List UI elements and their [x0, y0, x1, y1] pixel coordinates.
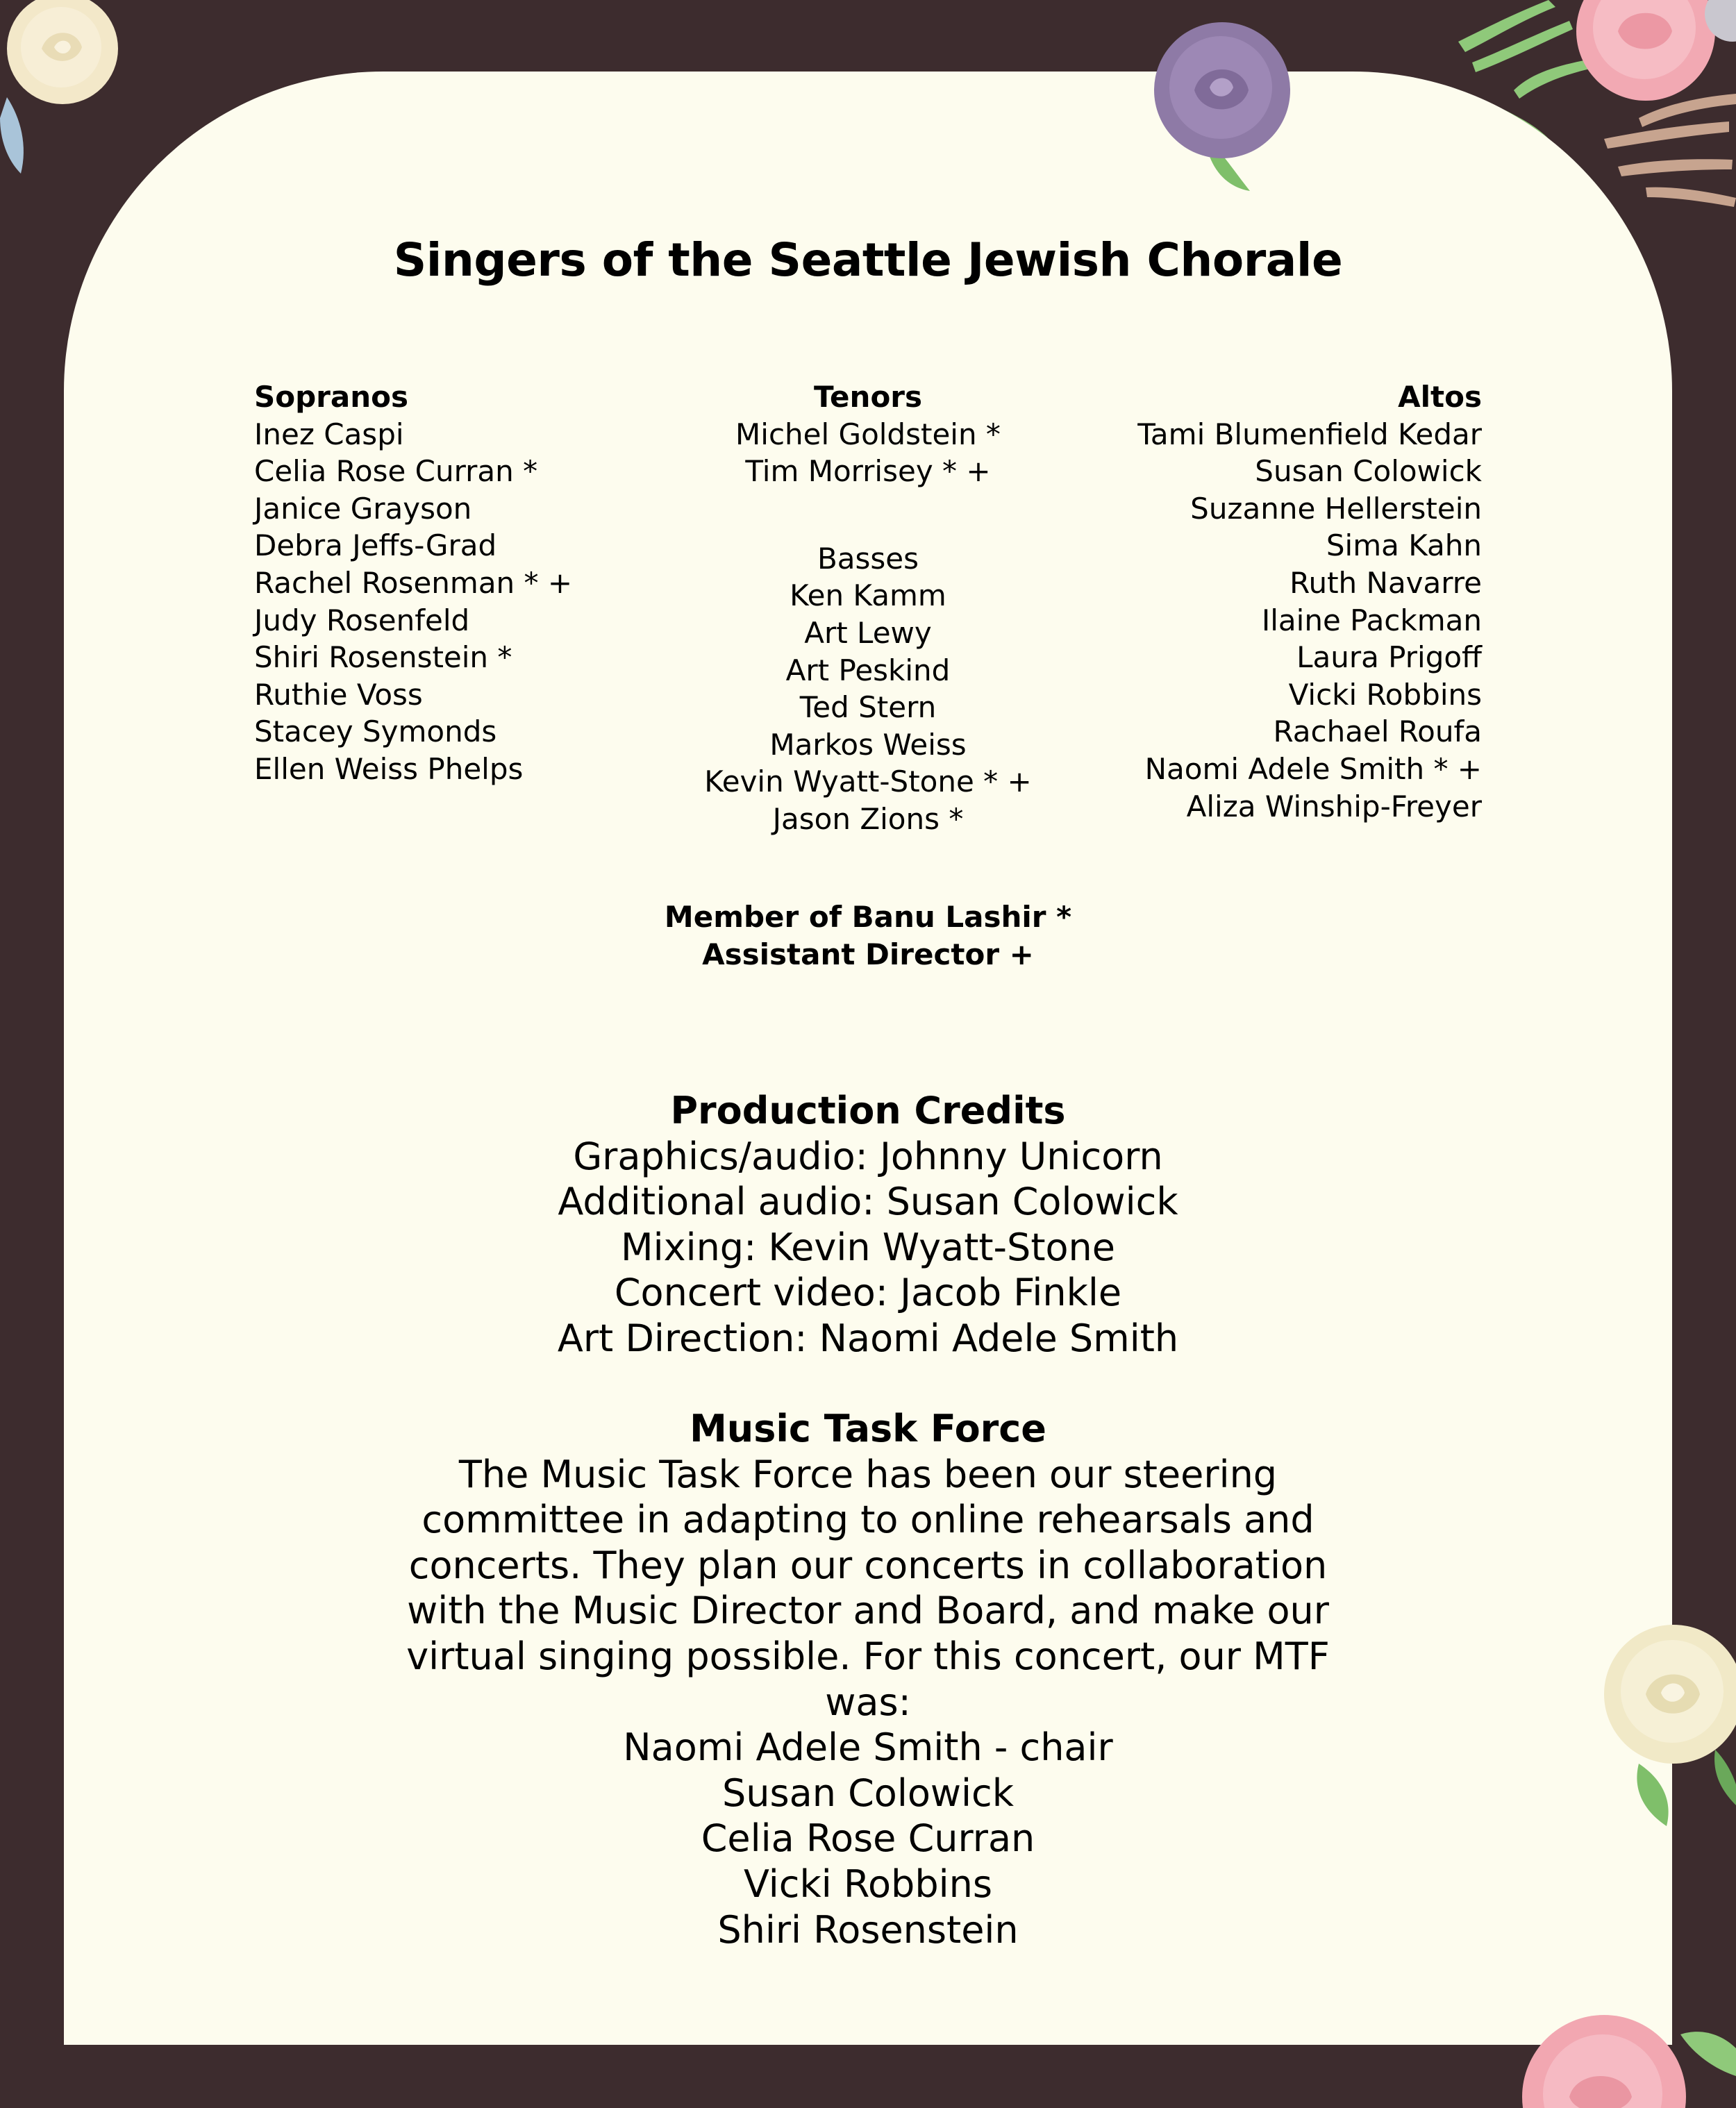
- altos-section: [1137, 378, 1482, 825]
- music-task-force-heading: Music Task Force: [690, 1407, 1046, 1450]
- credit-line: Concert video: Jacob Finkle: [614, 1271, 1122, 1315]
- soprano-member: Ellen Weiss Phelps: [254, 751, 524, 786]
- altos-heading: Altos: [1398, 380, 1482, 414]
- alto-member: Laura Prigoff: [1296, 640, 1482, 675]
- tenor-member: Michel Goldstein *: [735, 417, 1001, 451]
- tenors-basses-section: [625, 378, 1111, 838]
- credit-line: Graphics/audio: Johnny Unicorn: [573, 1134, 1163, 1178]
- mtf-member: Susan Colowick: [721, 1771, 1015, 1815]
- soprano-member: Celia Rose Curran *: [254, 454, 538, 489]
- alto-member: Naomi Adele Smith * +: [1144, 751, 1482, 786]
- credit-line: Additional audio: Susan Colowick: [558, 1180, 1178, 1224]
- legend-assistant-director: Assistant Director +: [702, 937, 1034, 971]
- rose-purple-top-center: [1146, 14, 1299, 194]
- legend-banu-lashir: Member of Banu Lashir *: [664, 900, 1072, 934]
- rose-cream-top-left: [0, 0, 125, 181]
- mtf-member: Naomi Adele Smith - chair: [623, 1725, 1113, 1770]
- rose-pink-top-right: [1562, 0, 1736, 125]
- bass-member: Ken Kamm: [790, 578, 946, 613]
- mtf-member: Celia Rose Curran: [701, 1816, 1035, 1861]
- sopranos-section: [254, 378, 572, 788]
- mtf-member: Shiri Rosenstein: [717, 1907, 1019, 1952]
- mtf-member: Vicki Robbins: [744, 1862, 992, 1906]
- music-task-force-description: The Music Task Force has been our steering committee in adapting to online rehearsals and concerts. They plan our concerts in collaboration with the Music Director and Board, and make our virtual singing possible. For this concert, our MTF was:: [406, 1452, 1330, 1724]
- alto-member: Suzanne Hellerstein: [1190, 491, 1482, 526]
- soprano-member: Rachel Rosenman * +: [254, 565, 573, 600]
- soprano-member: Inez Caspi: [254, 417, 404, 451]
- sopranos-heading: Sopranos: [254, 380, 408, 414]
- bass-member: Art Lewy: [804, 615, 932, 650]
- soprano-member: Judy Rosenfeld: [254, 603, 470, 637]
- soprano-member: Stacey Symonds: [254, 714, 497, 749]
- credit-line: Mixing: Kevin Wyatt-Stone: [621, 1225, 1115, 1269]
- alto-member: Ruth Navarre: [1290, 565, 1482, 600]
- bass-member: Jason Zions *: [772, 801, 964, 836]
- bass-member: Ted Stern: [799, 690, 937, 725]
- bass-member: Kevin Wyatt-Stone * +: [704, 764, 1032, 799]
- alto-member: Aliza Winship-Freyer: [1186, 789, 1482, 823]
- soprano-member: Janice Grayson: [254, 491, 472, 526]
- tenor-member: Tim Morrisey * +: [745, 454, 991, 489]
- production-credits-heading: Production Credits: [670, 1089, 1066, 1132]
- bass-member: Art Peskind: [785, 653, 951, 687]
- section-spacer: [625, 490, 1111, 540]
- alto-member: Rachael Roufa: [1273, 714, 1482, 749]
- basses-heading: Basses: [817, 541, 919, 576]
- symbol-legend: [0, 898, 1736, 973]
- alto-member: Susan Colowick: [1255, 454, 1482, 489]
- alto-member: Vicki Robbins: [1288, 677, 1482, 712]
- alto-member: Ilaine Packman: [1261, 603, 1482, 637]
- credit-line: Art Direction: Naomi Adele Smith: [557, 1316, 1179, 1360]
- rose-pink-bottom-right: [1507, 2007, 1736, 2108]
- production-credits: [0, 1088, 1736, 1362]
- bass-member: Markos Weiss: [769, 727, 967, 762]
- soprano-member: Debra Jeffs-Grad: [254, 528, 497, 563]
- tenors-heading: Tenors: [813, 380, 923, 414]
- page-title: Singers of the Seattle Jewish Chorale: [393, 233, 1343, 287]
- music-task-force: [0, 1406, 1736, 1952]
- soprano-member: Ruthie Voss: [254, 677, 423, 712]
- alto-member: Tami Blumenfield Kedar: [1137, 417, 1482, 451]
- alto-member: Sima Kahn: [1326, 528, 1482, 563]
- soprano-member: Shiri Rosenstein *: [254, 640, 512, 675]
